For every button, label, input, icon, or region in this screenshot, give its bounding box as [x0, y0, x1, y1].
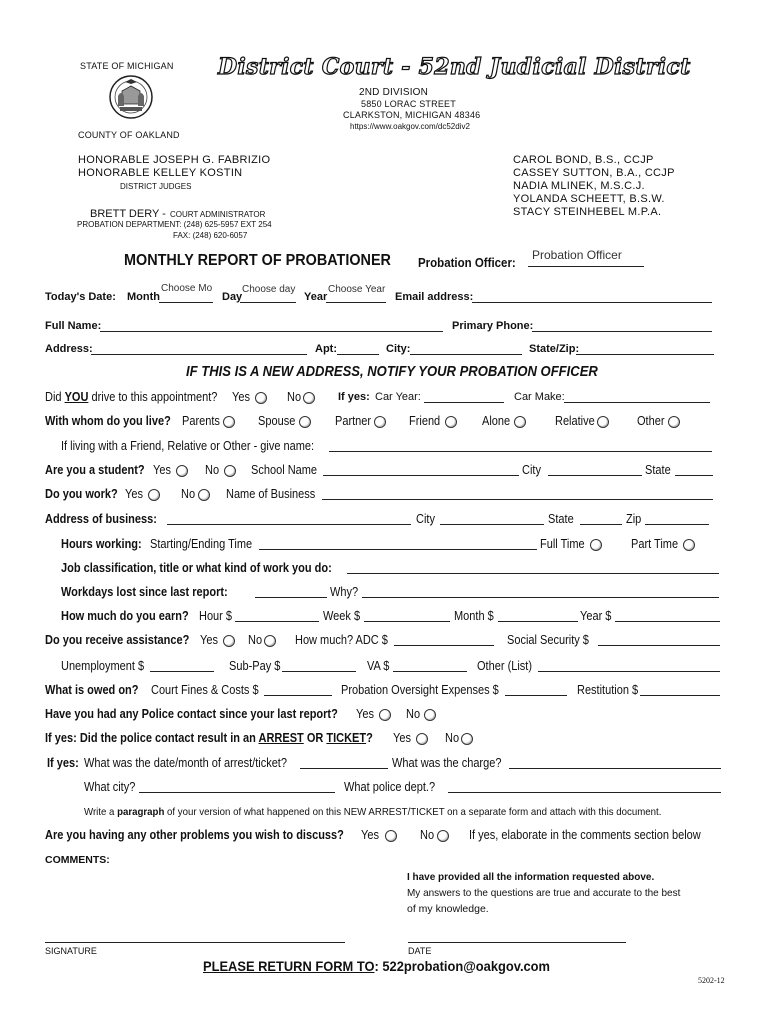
- form-number: 5202-12: [698, 976, 725, 985]
- workdays-lost-label: Workdays lost since last report:: [61, 585, 228, 599]
- date-month-label: What was the date/month of arrest/ticket?: [84, 756, 287, 770]
- business-state-field[interactable]: [580, 524, 622, 525]
- police-yes-radio[interactable]: [379, 709, 391, 721]
- statezip-label: State/Zip:: [529, 343, 580, 355]
- friend-label: Friend: [409, 414, 441, 428]
- fax: FAX: (248) 620-6057: [173, 231, 248, 240]
- arrest-no-label: No: [445, 731, 460, 745]
- staff-2: CASSEY SUTTON, B.A., CCJP: [513, 167, 675, 179]
- month-earn-field[interactable]: [498, 621, 578, 622]
- unemployment-label: Unemployment $: [61, 659, 145, 673]
- apt-label: Apt:: [315, 343, 337, 355]
- court-fines-field[interactable]: [264, 695, 332, 696]
- other-label: Other: [637, 414, 665, 428]
- if-yes-2-label: If yes:: [47, 756, 79, 770]
- police-no-label: No: [406, 707, 421, 721]
- school-name-field[interactable]: [323, 475, 519, 476]
- work-yes-label: Yes: [125, 487, 143, 501]
- business-name-field[interactable]: [322, 499, 713, 500]
- signature-field[interactable]: [45, 942, 345, 943]
- school-city-field[interactable]: [548, 475, 642, 476]
- statezip-field[interactable]: [576, 354, 714, 355]
- day-select[interactable]: Choose day: [242, 284, 296, 295]
- arrest-yes-radio[interactable]: [416, 733, 428, 745]
- student-no-radio[interactable]: [224, 465, 236, 477]
- why-label: Why?: [330, 585, 359, 599]
- problems-question: Are you having any other problems you wish to discuss?: [45, 828, 344, 842]
- officer-select[interactable]: Probation Officer: [532, 248, 622, 262]
- earn-question: How much do you earn?: [61, 609, 189, 623]
- other-list-field[interactable]: [538, 671, 720, 672]
- work-yes-radio[interactable]: [148, 489, 160, 501]
- business-address-label: Address of business:: [45, 512, 157, 526]
- subpay-label: Sub-Pay $: [229, 659, 281, 673]
- apt-field[interactable]: [337, 354, 379, 355]
- relative-label: Relative: [555, 414, 595, 428]
- business-address-field[interactable]: [167, 524, 411, 525]
- student-yes-label: Yes: [153, 463, 171, 477]
- police-dept-field[interactable]: [448, 792, 721, 793]
- subpay-field[interactable]: [282, 671, 356, 672]
- date-field[interactable]: [408, 942, 626, 943]
- true-accurate-2: of my knowledge.: [407, 903, 489, 915]
- job-class-label: Job classification, title or what kind of work you do:: [61, 561, 332, 575]
- address-field[interactable]: [91, 354, 307, 355]
- alone-radio[interactable]: [514, 416, 526, 428]
- full-time-radio[interactable]: [590, 539, 602, 551]
- arrest-yes-label: Yes: [393, 731, 411, 745]
- judge-1: HONORABLE JOSEPH G. FABRIZIO: [78, 154, 271, 166]
- unemployment-field[interactable]: [150, 671, 214, 672]
- admin-title: COURT ADMINISTRATOR: [170, 210, 266, 219]
- how-much-label: How much? ADC $: [295, 633, 388, 647]
- staff-1: CAROL BOND, B.S., CCJP: [513, 154, 654, 166]
- adc-field[interactable]: [394, 645, 494, 646]
- division: 2ND DIVISION: [359, 87, 429, 98]
- parents-label: Parents: [182, 414, 220, 428]
- full-name-label: Full Name:: [45, 320, 102, 332]
- assist-yes-label: Yes: [200, 633, 218, 647]
- staff-3: NADIA MLINEK, M.S.C.J.: [513, 180, 645, 192]
- year-select[interactable]: Choose Year: [328, 284, 386, 295]
- why-field[interactable]: [362, 597, 719, 598]
- month-earn-label: Month $: [454, 609, 494, 623]
- county-label: COUNTY OF OAKLAND: [78, 130, 180, 140]
- spouse-radio[interactable]: [299, 416, 311, 428]
- charge-label: What was the charge?: [392, 756, 502, 770]
- business-state-label: State: [548, 512, 574, 526]
- car-make-label: Car Make:: [514, 391, 565, 403]
- job-class-field[interactable]: [347, 573, 719, 574]
- drive-yes-label: Yes: [232, 390, 250, 404]
- police-no-radio[interactable]: [424, 709, 436, 721]
- elaborate-label: If yes, elaborate in the comments section below: [469, 828, 701, 842]
- car-make-field[interactable]: [564, 402, 710, 403]
- va-label: VA $: [367, 659, 390, 673]
- full-time-label: Full Time: [540, 537, 585, 551]
- other-radio[interactable]: [668, 416, 680, 428]
- email-label: Email address:: [395, 291, 474, 303]
- street: 5850 LORAC STREET: [361, 99, 456, 109]
- owed-question: What is owed on?: [45, 683, 139, 697]
- drive-no-label: No: [287, 390, 302, 404]
- police-yes-label: Yes: [356, 707, 374, 721]
- school-state-field[interactable]: [675, 475, 713, 476]
- officer-label: Probation Officer:: [418, 256, 516, 270]
- business-zip-label: Zip: [626, 512, 642, 526]
- court-title: District Court - 52nd Judicial District: [218, 54, 691, 80]
- student-question: Are you a student?: [45, 463, 145, 477]
- district-judges-label: DISTRICT JUDGES: [120, 182, 192, 191]
- oversight-label: Probation Oversight Expenses $: [341, 683, 499, 697]
- drive-yes-radio[interactable]: [255, 392, 267, 404]
- car-year-label: Car Year:: [375, 391, 421, 403]
- drive-no-radio[interactable]: [303, 392, 315, 404]
- alone-label: Alone: [482, 414, 511, 428]
- if-yes-label: If yes:: [338, 391, 370, 403]
- year-label: Year: [304, 291, 328, 303]
- full-name-field[interactable]: [100, 331, 443, 332]
- student-no-label: No: [205, 463, 220, 477]
- court-fines-label: Court Fines & Costs $: [151, 683, 259, 697]
- assist-no-radio[interactable]: [264, 635, 276, 647]
- week-field[interactable]: [364, 621, 450, 622]
- probation-dept-phone: PROBATION DEPARTMENT: (248) 625-5957 EXT 254: [77, 220, 272, 229]
- business-city-field[interactable]: [440, 524, 544, 525]
- school-state-label: State: [645, 463, 671, 477]
- restitution-field[interactable]: [640, 695, 720, 696]
- signature-label: SIGNATURE: [45, 946, 97, 956]
- give-name-label: If living with a Friend, Relative or Other - give name:: [61, 439, 315, 453]
- assist-no-label: No: [248, 633, 263, 647]
- problems-yes-label: Yes: [361, 828, 379, 842]
- drive-question: Did YOU drive to this appointment?: [45, 390, 218, 404]
- problems-no-label: No: [420, 828, 435, 842]
- assist-yes-radio[interactable]: [223, 635, 235, 647]
- hour-field[interactable]: [235, 621, 319, 622]
- part-time-label: Part Time: [631, 537, 679, 551]
- oversight-field[interactable]: [505, 695, 567, 696]
- school-name-label: School Name: [251, 463, 318, 477]
- return-form-line: PLEASE RETURN FORM TO: 522probation@oakgov.com: [203, 958, 551, 974]
- social-security-label: Social Security $: [507, 633, 589, 647]
- year-earn-field[interactable]: [615, 621, 720, 622]
- judge-2: HONORABLE KELLEY KOSTIN: [78, 167, 243, 179]
- partner-radio[interactable]: [374, 416, 386, 428]
- live-with-question: With whom do you live?: [45, 414, 171, 428]
- workdays-lost-field[interactable]: [255, 597, 327, 598]
- hours-working-label: Hours working:: [61, 537, 142, 551]
- email-field[interactable]: [472, 302, 712, 303]
- month-label: Month: [127, 291, 160, 303]
- work-no-radio[interactable]: [198, 489, 210, 501]
- website: https://www.oakgov.com/dc52div2: [350, 122, 470, 131]
- city-address: CLARKSTON, MICHIGAN 48346: [343, 110, 481, 120]
- parents-radio[interactable]: [223, 416, 235, 428]
- restitution-label: Restitution $: [577, 683, 639, 697]
- business-city-label: City: [416, 512, 435, 526]
- police-contact-question: Have you had any Police contact since your last report?: [45, 707, 338, 721]
- give-name-field[interactable]: [329, 451, 712, 452]
- year-earn-label: Year $: [580, 609, 612, 623]
- spouse-label: Spouse: [258, 414, 296, 428]
- start-end-field[interactable]: [259, 549, 537, 550]
- part-time-radio[interactable]: [683, 539, 695, 551]
- business-zip-field[interactable]: [645, 524, 709, 525]
- todays-date-label: Today's Date:: [45, 291, 116, 303]
- state-label: STATE OF MICHIGAN: [80, 61, 174, 71]
- city-label: City:: [386, 343, 411, 355]
- arrest-no-radio[interactable]: [461, 733, 473, 745]
- new-address-notice: IF THIS IS A NEW ADDRESS, NOTIFY YOUR PROBATION OFFICER: [186, 364, 598, 380]
- business-name-label: Name of Business: [226, 487, 316, 501]
- staff-5: STACY STEINHEBEL M.P.A.: [513, 206, 662, 218]
- friend-radio[interactable]: [445, 416, 457, 428]
- student-yes-radio[interactable]: [176, 465, 188, 477]
- staff-4: YOLANDA SCHEETT, B.S.W.: [513, 193, 665, 205]
- true-accurate-1: My answers to the questions are true and accurate to the best: [407, 887, 681, 899]
- what-city-label: What city?: [84, 780, 136, 794]
- city-field[interactable]: [410, 354, 522, 355]
- hour-label: Hour $: [199, 609, 233, 623]
- partner-label: Partner: [335, 414, 372, 428]
- address-label: Address:: [45, 343, 93, 355]
- form-title: MONTHLY REPORT OF PROBATIONER: [124, 252, 391, 269]
- work-no-label: No: [181, 487, 196, 501]
- problems-no-radio[interactable]: [437, 830, 449, 842]
- school-city-label: City: [522, 463, 541, 477]
- charge-field[interactable]: [509, 768, 721, 769]
- car-year-field[interactable]: [424, 402, 504, 403]
- va-field[interactable]: [393, 671, 467, 672]
- police-dept-label: What police dept.?: [344, 780, 436, 794]
- date-label: DATE: [408, 946, 432, 956]
- work-question: Do you work?: [45, 487, 118, 501]
- month-select[interactable]: Choose Mo: [161, 283, 213, 294]
- michigan-seal-icon: [108, 74, 154, 120]
- primary-phone-label: Primary Phone:: [452, 320, 534, 332]
- paragraph-instructions: Write a paragraph of your version of what happened on this NEW ARREST/TICKET on a separate form and attach with this document.: [84, 806, 662, 818]
- assistance-question: Do you receive assistance?: [45, 633, 190, 647]
- day-label: Day: [222, 291, 243, 303]
- comments-label: COMMENTS:: [45, 854, 110, 866]
- start-end-label: Starting/Ending Time: [150, 537, 253, 551]
- admin-name: BRETT DERY -: [90, 208, 166, 220]
- what-city-field[interactable]: [139, 792, 335, 793]
- problems-yes-radio[interactable]: [385, 830, 397, 842]
- primary-phone-field[interactable]: [532, 331, 712, 332]
- arrest-ticket-question: If yes: Did the police contact result in an ARREST OR TICKET?: [45, 731, 373, 745]
- relative-radio[interactable]: [597, 416, 609, 428]
- social-security-field[interactable]: [598, 645, 720, 646]
- date-month-field[interactable]: [300, 768, 388, 769]
- provided-statement: I have provided all the information requested above.: [407, 871, 655, 883]
- other-list-label: Other (List): [477, 659, 533, 673]
- week-label: Week $: [323, 609, 361, 623]
